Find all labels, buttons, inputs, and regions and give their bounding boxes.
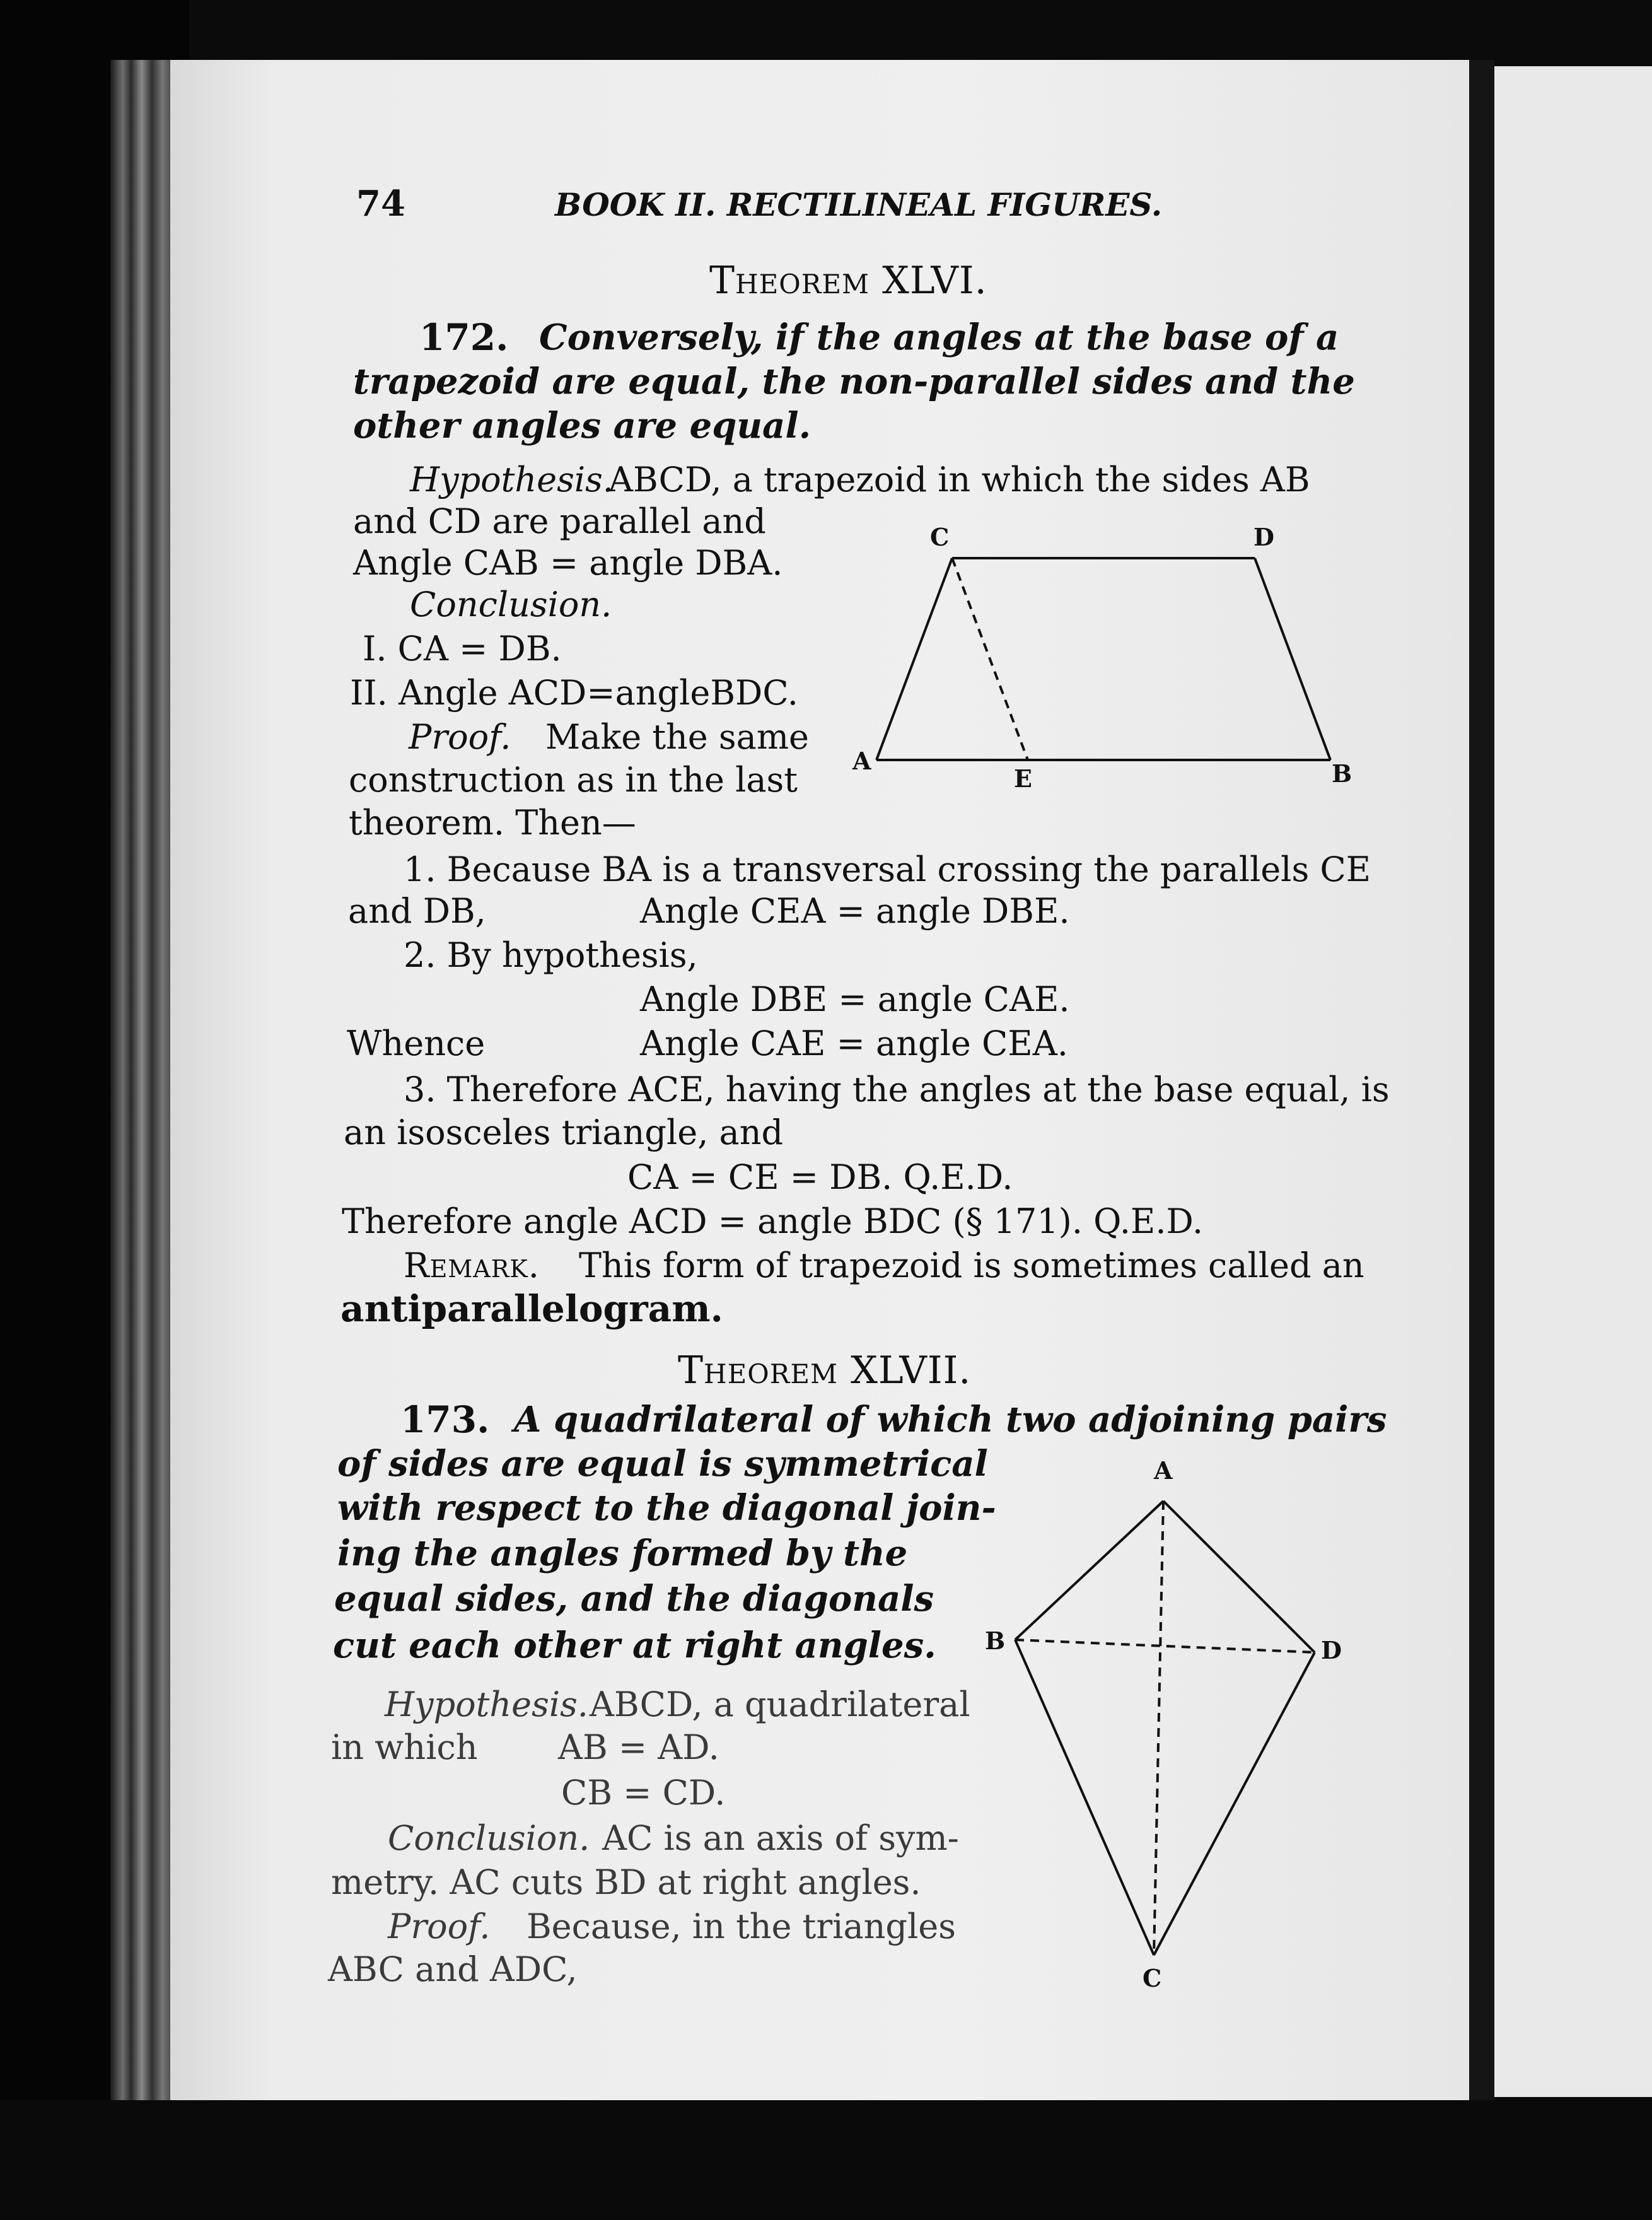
kite-label-a: A	[1154, 1456, 1173, 1485]
kite-label-c: C	[1143, 1964, 1162, 1992]
proof-46-line-1: Make the same	[545, 717, 809, 757]
statement-172-number: 172.	[419, 316, 509, 359]
proof-47-line-2: ABC and ADC,	[328, 1949, 578, 1989]
statement-173-line-2: of sides are equal is symmetrical	[337, 1443, 988, 1485]
trapezoid-side-ac	[876, 558, 952, 760]
kite-label-d: D	[1321, 1636, 1342, 1664]
proof-46-label: Proof.	[409, 717, 511, 757]
statement-172-line-3: other angles are equal.	[353, 405, 811, 447]
conclusion-46-part-1: I. CA = DB.	[363, 629, 562, 669]
step-3-equation: CA = CE = DB. Q.E.D.	[627, 1157, 1013, 1197]
hypothesis-46-label: Hypothesis.	[410, 460, 614, 500]
hypothesis-47-text: ABCD, a quadrilateral	[590, 1685, 970, 1724]
whence-equation: Angle CAE = angle CEA.	[640, 1024, 1068, 1063]
statement-172-line-2: trapezoid are equal, the non-parallel sides and the	[353, 361, 1355, 402]
hypothesis-46-line-1: ABCD, a trapezoid in which the sides AB	[608, 460, 1310, 500]
hypothesis-46-line-2: and CD are parallel and	[353, 501, 766, 541]
kite-figure	[971, 1444, 1349, 1999]
kite-diagonal-ac	[1154, 1501, 1163, 1955]
kite-side-ad	[1163, 1501, 1315, 1652]
proof-46-line-2: construction as in the last	[349, 760, 798, 800]
remark-label: Remark.	[404, 1246, 540, 1285]
statement-172-line-1: Conversely, if the angles at the base of a	[539, 317, 1339, 358]
trapezoid-label-a: A	[852, 747, 871, 775]
statement-173-line-4: ing the angles formed by the	[337, 1533, 908, 1574]
step-1-line-1: 1. Because BA is a transversal crossing the parallels CE	[404, 850, 1371, 889]
conclusion-47-label: Conclusion.	[388, 1818, 590, 1858]
conclusion-47-line-2: metry. AC cuts BD at right angles.	[331, 1862, 921, 1902]
therefore-conclusion: Therefore angle ACD = angle BDC (§ 171). Q.E.D.	[342, 1201, 1204, 1241]
step-2-line-2: Angle DBE = angle CAE.	[640, 979, 1070, 1019]
statement-173-line-3: with respect to the diagonal join-	[337, 1487, 996, 1529]
conclusion-46-label: Conclusion.	[410, 585, 612, 624]
statement-173-line-5: equal sides, and the diagonals	[334, 1578, 934, 1620]
kite-side-bc	[1015, 1640, 1154, 1955]
hypothesis-47-label: Hypothesis.	[385, 1685, 588, 1724]
whence-label: Whence	[347, 1024, 486, 1063]
trapezoid-side-bd	[1255, 558, 1330, 760]
statement-173-number: 173.	[400, 1398, 490, 1441]
theorem-46-title: Theorem XLVI.	[709, 259, 987, 303]
hypothesis-46-line-3: Angle CAB = angle DBA.	[353, 543, 783, 583]
hypothesis-47-eq-1: AB = AD.	[558, 1727, 719, 1767]
page-number: 74	[356, 183, 405, 225]
trapezoid-label-d: D	[1254, 523, 1274, 551]
remark-term: antiparallelogram.	[340, 1287, 723, 1330]
step-3-line-1: 3. Therefore ACE, having the angles at the base equal, is	[404, 1070, 1390, 1109]
step-1-line-2a: and DB,	[348, 891, 486, 931]
page-gutter	[1469, 60, 1494, 2103]
proof-47-label: Proof.	[388, 1907, 491, 1946]
remark-text: This form of trapezoid is sometimes called an	[579, 1246, 1364, 1285]
hypothesis-47-line-2: in which	[331, 1727, 478, 1767]
trapezoid-label-e: E	[1014, 764, 1032, 793]
scan-background-bottom	[0, 2100, 1652, 2220]
proof-46-line-3: theorem. Then—	[349, 803, 636, 843]
kite-side-ab	[1015, 1501, 1163, 1640]
theorem-47-title: Theorem XLVII.	[678, 1348, 972, 1393]
running-title: BOOK II. RECTILINEAL FIGURES.	[555, 186, 1163, 223]
step-2-line-1: 2. By hypothesis,	[404, 935, 698, 975]
trapezoid-label-b: B	[1332, 759, 1352, 788]
conclusion-46-part-2: II. Angle ACD=angleBDC.	[350, 673, 798, 713]
statement-173-line-1: A quadrilateral of which two adjoining pairs	[514, 1399, 1387, 1440]
statement-173-line-6: cut each other at right angles.	[333, 1625, 936, 1666]
trapezoid-construction-ce	[952, 558, 1028, 760]
proof-47-text: Because, in the triangles	[526, 1907, 956, 1946]
kite-diagonal-bd	[1015, 1640, 1315, 1652]
trapezoid-figure	[845, 517, 1362, 801]
kite-side-dc	[1154, 1652, 1315, 1955]
facing-page-edge	[1494, 66, 1652, 2097]
trapezoid-label-c: C	[930, 523, 950, 551]
kite-label-b: B	[985, 1627, 1006, 1655]
hypothesis-47-eq-2: CB = CD.	[561, 1773, 726, 1813]
step-3-line-2: an isosceles triangle, and	[344, 1113, 784, 1152]
step-1-line-2b: Angle CEA = angle DBE.	[640, 891, 1070, 931]
conclusion-47-text: AC is an axis of sym-	[602, 1818, 959, 1858]
book-binding-edge	[110, 60, 180, 2103]
